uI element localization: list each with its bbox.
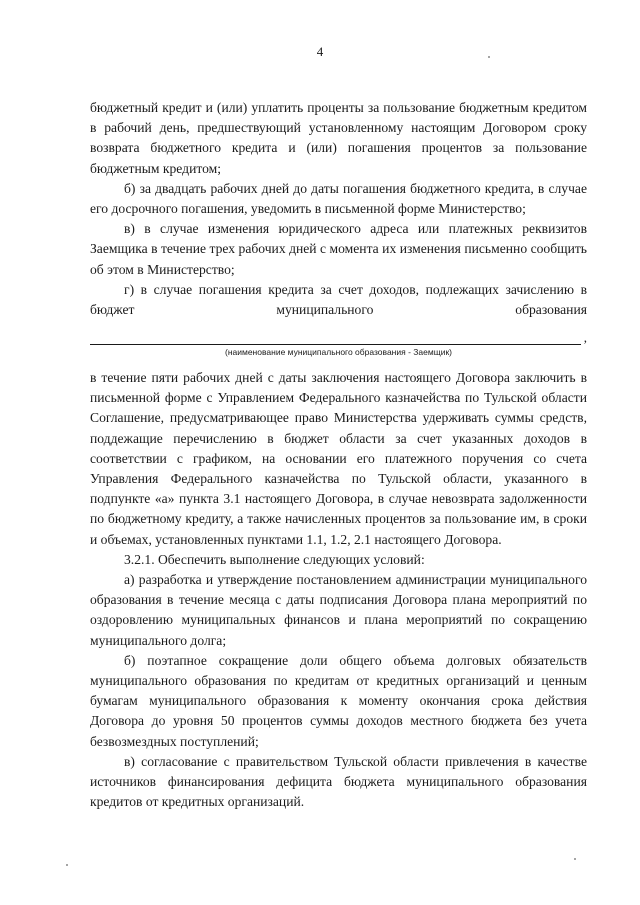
paragraph-condition-v: в) согласование с правительством Тульской области привлечения в качестве источников финансирования дефицита бюджета муниципального образования кредитов от кредитных организаций.	[90, 753, 587, 810]
paragraph-3-2-1: 3.2.1. Обеспечить выполнение следующих условий:	[124, 551, 425, 567]
scan-speck	[574, 858, 576, 860]
blank-field-caption: (наименование муниципального образования - Заемщик)	[224, 347, 452, 357]
scan-speck	[66, 864, 68, 866]
paragraph-item-v: в) в случае изменения юридического адреса или платежных реквизитов Заемщика в течение трех рабочих дней с момента их изменения письменно сообщить об этом в Министерство;	[90, 221, 587, 277]
text-block-bottom	[90, 368, 587, 812]
text-block-top	[90, 98, 587, 320]
paragraph-item-g: г) в случае погашения кредита за счет доходов, подлежащих зачислению в бюджет муниципального образования	[90, 281, 587, 318]
paragraph-condition-b: б) поэтапное сокращение доли общего объема долговых обязательств муниципального образования по кредитам от кредитных организаций и ценным бумагам муниципального образования к моменту окончания срока действия Договора до уровня 50 процентов суммы доходов местного бюджета без учета безвозмездных поступлений;	[90, 652, 587, 749]
paragraph-continuation: бюджетный кредит и (или) уплатить проценты за пользование бюджетным кредитом в рабочий день, предшествующий установленному настоящим Договором сроку возврата бюджетного кредита и (или) погашения процентов за пользование бюджетным кредитом;	[90, 100, 587, 176]
paragraph-condition-a: а) разработка и утверждение постановлением администрации муниципального образования в течение месяца с даты подписания Договора плана мероприятий по оздоровлению муниципальных финансов и плана мероприятий по сокращению муниципального долга;	[90, 572, 587, 648]
blank-field-municipality	[90, 330, 587, 366]
scan-speck	[488, 56, 490, 58]
paragraph-item-b: б) за двадцать рабочих дней до даты погашения бюджетного кредита, в случае его досрочного погашения, уведомить в письменной форме Министерство;	[90, 180, 587, 217]
blank-trailing-comma: ,	[583, 330, 587, 345]
page-number: 4	[316, 44, 324, 59]
paragraph-agreement: в течение пяти рабочих дней с даты заключения настоящего Договора заключить в письменной форме с Управлением Федерального казначейства по Тульской области Соглашение, предусматривающее право Министерства удерживать суммы средств, поддежащие перечислению в бюджет области за счет указанных доходов в соответствии с графиком, на основании его платежного поручения со счета Управления Федерального казначейства по Тульской области, указанного в подпункте «а» пункта 3.1 настоящего Договора, в случае невозврата задолженности по бюджетному кредиту, а также начисленных процентов за пользование им, в сроки и объемах, установленных пунктами 1.1, 1.2, 2.1 настоящего Договора.	[90, 370, 587, 547]
blank-underline	[90, 344, 581, 345]
